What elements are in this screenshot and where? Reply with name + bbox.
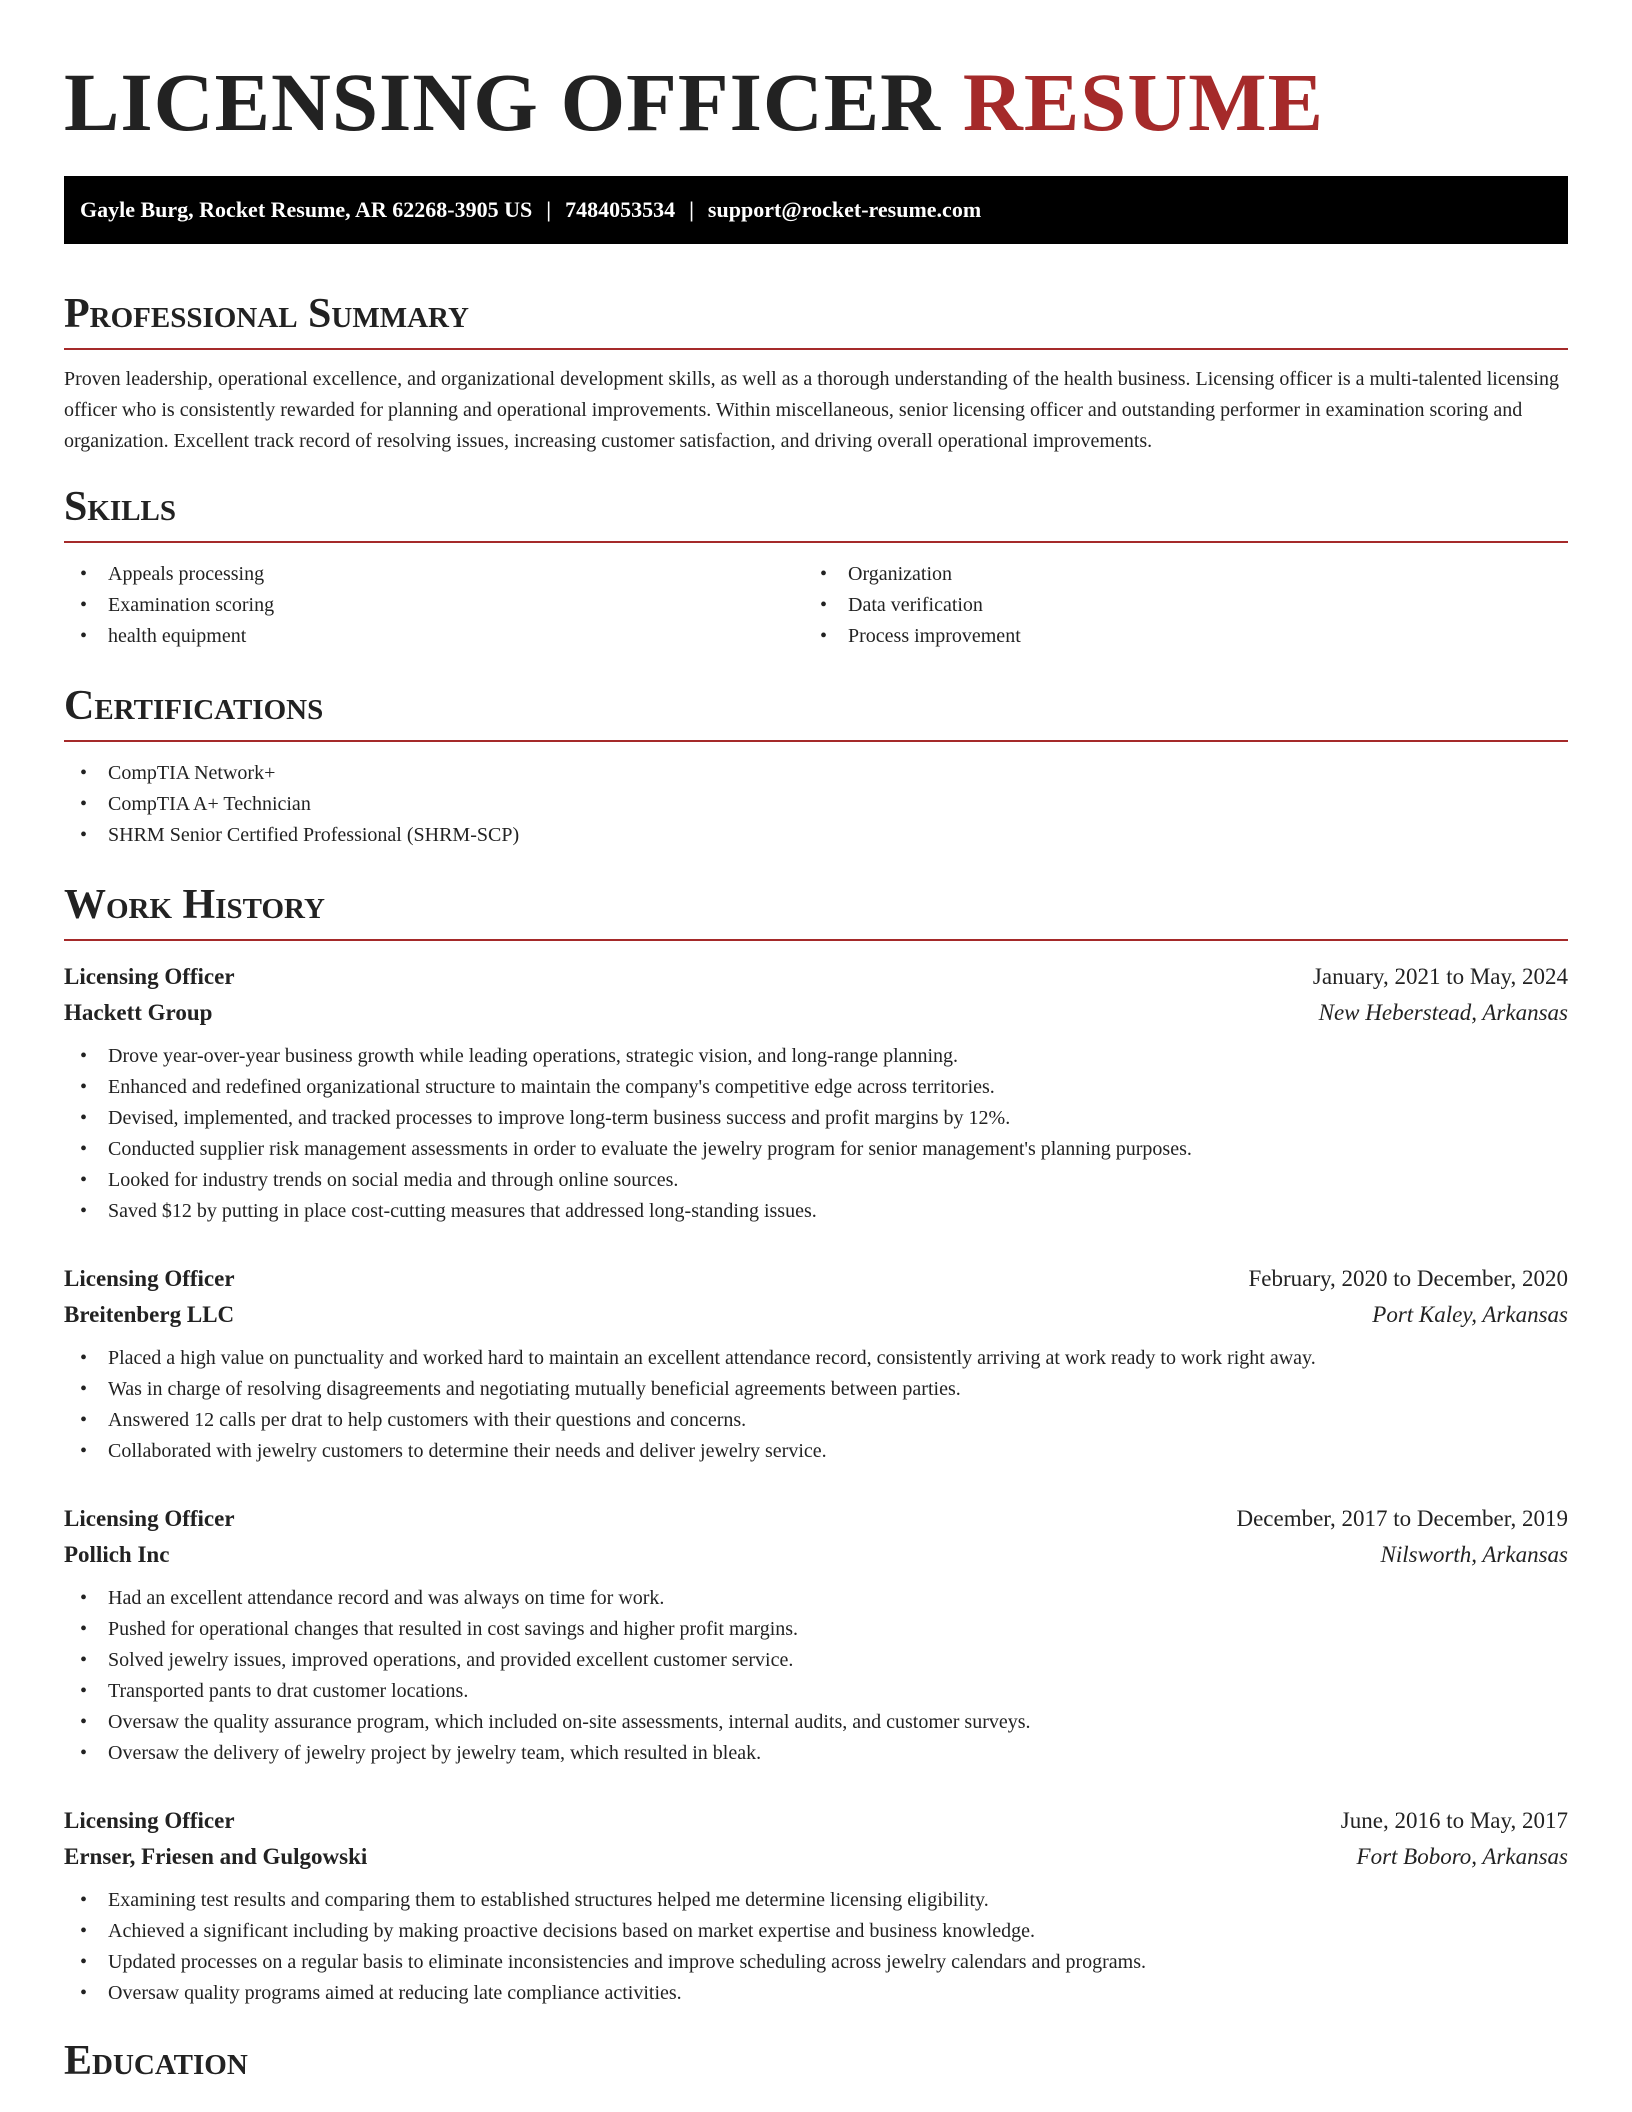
skill-item: • Data verification (804, 590, 1544, 621)
job-bullets (64, 1885, 1568, 2009)
resume-title (64, 0, 1568, 152)
certifications-list (64, 758, 1568, 851)
job-bullet: • Oversaw quality programs aimed at reducing late compliance activities. (64, 1978, 1568, 2009)
job-subheader (64, 1297, 1568, 1333)
job-company: Pollich Inc (64, 1542, 170, 1567)
job-bullets (64, 1041, 1568, 1227)
title-main: LICENSING OFFICER (64, 56, 942, 148)
job-subheader (64, 995, 1568, 1031)
certification-item: • CompTIA A+ Technician (64, 789, 1568, 820)
education-section (64, 2033, 1568, 2095)
job-title: Licensing Officer (64, 964, 235, 989)
job-subheader (64, 1537, 1568, 1573)
job-bullet: • Oversaw the delivery of jewelry project by jewelry team, which resulted in bleak. (64, 1738, 1568, 1769)
title-accent: RESUME (962, 56, 1324, 148)
certification-item: • SHRM Senior Certified Professional (SHRM-SCP) (64, 820, 1568, 851)
job-header (64, 1261, 1568, 1297)
skills-grid (64, 559, 1568, 652)
skill-item: • Examination scoring (64, 590, 804, 621)
certification-item: • CompTIA Network+ (64, 758, 1568, 789)
job-bullet: • Drove year-over-year business growth while leading operations, strategic vision, and long-range planning. (64, 1041, 1568, 1072)
skill-item: • Process improvement (804, 621, 1544, 652)
job-header (64, 1501, 1568, 1537)
job-bullet: • Solved jewelry issues, improved operations, and provided excellent customer service. (64, 1645, 1568, 1676)
job-bullet: • Oversaw the quality assurance program, which included on-site assessments, internal audits, and customer surveys. (64, 1707, 1568, 1738)
job-bullet: • Enhanced and redefined organizational structure to maintain the company's competitive edge across territories. (64, 1072, 1568, 1103)
job-entry (64, 1261, 1568, 1467)
job-entry (64, 1501, 1568, 1769)
job-dates: February, 2020 to December, 2020 (1248, 1266, 1568, 1291)
summary-section (64, 286, 1568, 457)
job-bullets (64, 1343, 1568, 1467)
job-bullet: • Examining test results and comparing them to established structures helped me determine licensing eligibility. (64, 1885, 1568, 1916)
job-title: Licensing Officer (64, 1506, 235, 1531)
job-bullet: • Collaborated with jewelry customers to determine their needs and deliver jewelry service. (64, 1436, 1568, 1467)
skills-list-left (64, 559, 804, 652)
job-bullet: • Pushed for operational changes that resulted in cost savings and higher profit margins. (64, 1614, 1568, 1645)
section-heading-work-history: Work History (64, 877, 1568, 941)
job-bullet: • Conducted supplier risk management assessments in order to evaluate the jewelry program for senior management's planning purposes. (64, 1134, 1568, 1165)
job-location: New Heberstead, Arkansas (1318, 1000, 1568, 1025)
job-entry (64, 959, 1568, 1227)
job-location: Port Kaley, Arkansas (1372, 1302, 1568, 1327)
section-heading-certifications: Certifications (64, 678, 1568, 742)
job-bullet: • Updated processes on a regular basis to eliminate inconsistencies and improve scheduling across jewelry calendars and programs. (64, 1947, 1568, 1978)
job-bullet: • Was in charge of resolving disagreements and negotiating mutually beneficial agreements between parties. (64, 1374, 1568, 1405)
skills-section (64, 479, 1568, 652)
contact-separator: | (546, 197, 552, 222)
section-heading-skills: Skills (64, 479, 1568, 543)
contact-bar (64, 176, 1568, 244)
summary-text: Proven leadership, operational excellence, and organizational development skills, as well as a thorough understanding of the health business. Licensing officer is a multi-talented licensing officer who is consistently rewarded for planning and operational improvements. Within miscellaneous, senior licensing officer and outstanding performer in examination scoring and organization. Excellent track record of resolving issues, increasing customer satisfaction, and driving overall operational improvements. (64, 368, 1559, 452)
section-heading-summary: Professional Summary (64, 286, 1568, 350)
job-bullet: • Looked for industry trends on social media and through online sources. (64, 1165, 1568, 1196)
skill-item: • health equipment (64, 621, 804, 652)
contact-separator: | (689, 197, 694, 222)
job-bullet: • Placed a high value on punctuality and worked hard to maintain an excellent attendance record, consistently arriving at work ready to work right away. (64, 1343, 1568, 1374)
job-title: Licensing Officer (64, 1266, 235, 1291)
certifications-section (64, 678, 1568, 851)
job-title: Licensing Officer (64, 1808, 235, 1833)
section-heading-education: Education (64, 2038, 248, 2084)
job-entry (64, 1803, 1568, 2009)
job-dates: January, 2021 to May, 2024 (1312, 964, 1568, 989)
contact-email: support@rocket-resume.com (707, 197, 982, 222)
work-history-section (64, 877, 1568, 2009)
job-bullets (64, 1583, 1568, 1769)
job-company: Ernser, Friesen and Gulgowski (64, 1844, 368, 1869)
job-bullet: • Had an excellent attendance record and was always on time for work. (64, 1583, 1568, 1614)
skill-item: • Appeals processing (64, 559, 804, 590)
job-location: Fort Boboro, Arkansas (1356, 1844, 1568, 1869)
job-bullet: • Transported pants to drat customer locations. (64, 1676, 1568, 1707)
job-bullet: • Answered 12 calls per drat to help customers with their questions and concerns. (64, 1405, 1568, 1436)
skills-list-right (804, 559, 1544, 652)
job-bullet: • Achieved a significant including by making proactive decisions based on market expertise and business knowledge. (64, 1916, 1568, 1947)
contact-phone: 7484053534 (565, 197, 676, 222)
job-company: Hackett Group (64, 1000, 213, 1025)
contact-address: Gayle Burg, Rocket Resume, AR 62268-3905 US (80, 197, 533, 222)
job-bullet: • Devised, implemented, and tracked processes to improve long-term business success and profit margins by 12%. (64, 1103, 1568, 1134)
job-location: Nilsworth, Arkansas (1380, 1542, 1568, 1567)
skill-item: • Organization (804, 559, 1544, 590)
job-dates: June, 2016 to May, 2017 (1340, 1808, 1568, 1833)
job-bullet: • Saved $12 by putting in place cost-cutting measures that addressed long-standing issues. (64, 1196, 1568, 1227)
job-dates: December, 2017 to December, 2019 (1236, 1506, 1568, 1531)
job-company: Breitenberg LLC (64, 1302, 235, 1327)
job-header (64, 1803, 1568, 1839)
job-subheader (64, 1839, 1568, 1875)
job-header (64, 959, 1568, 995)
